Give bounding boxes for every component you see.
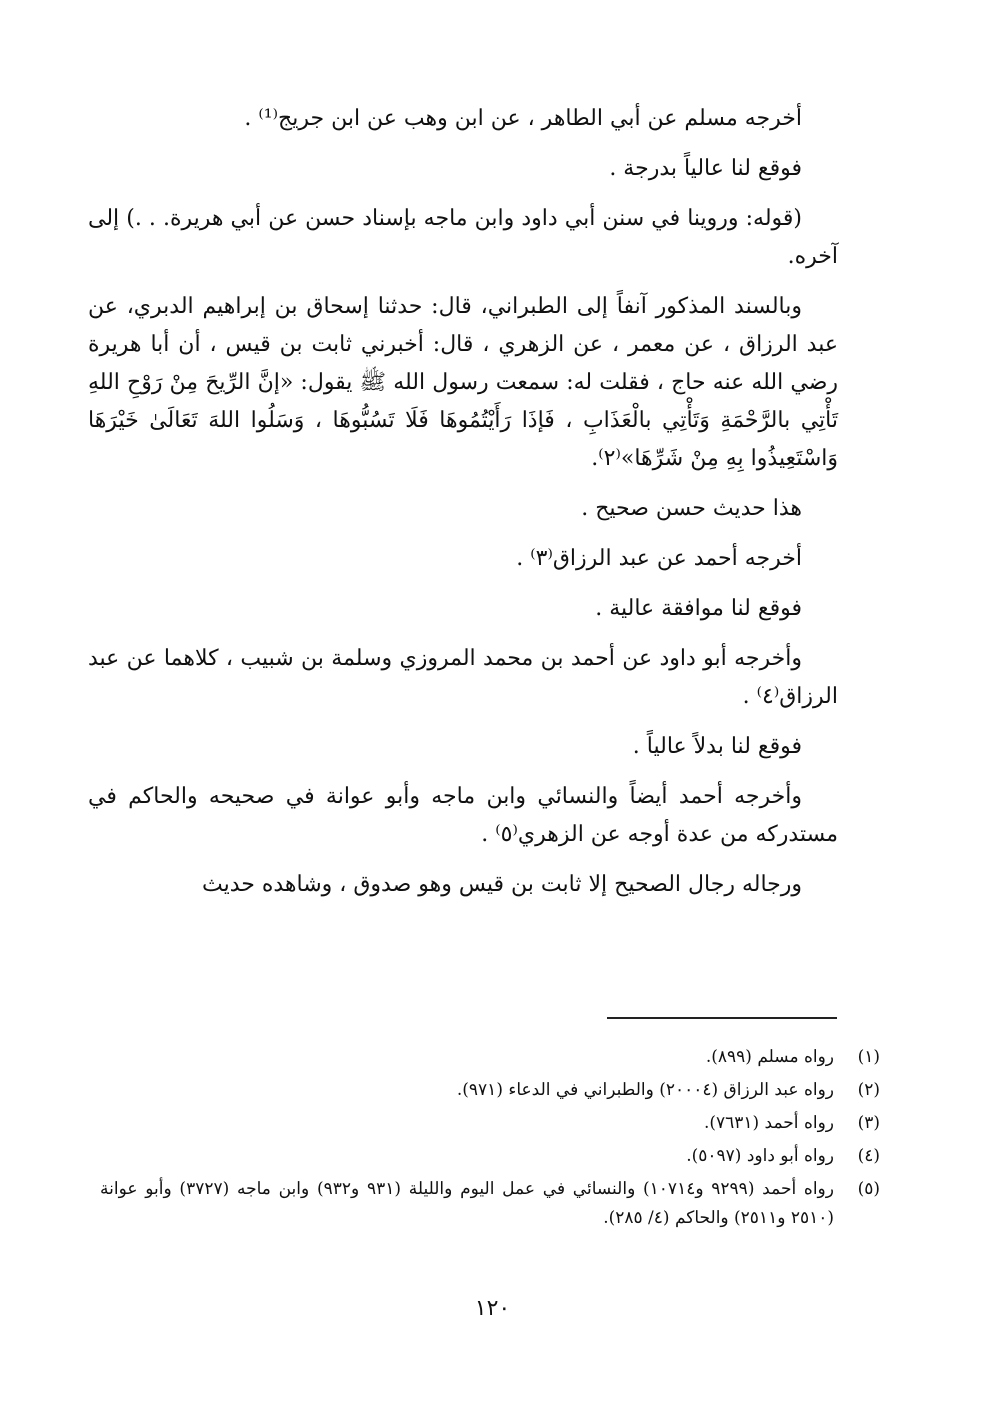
footnote-number: (٢) <box>857 1080 880 1100</box>
paragraph-takhrij-abu-dawud: وأخرجه أبو داود عن أحمد بن محمد المروزي وسلمة بن شبيب ، كلاهما عن عبد الرزاق⁽٤⁾ . <box>88 646 838 709</box>
footnote-separator <box>607 1017 837 1019</box>
paragraph-takhrij-ahmad: أخرجه أحمد عن عبد الرزاق⁽٣⁾ . <box>516 546 802 571</box>
main-text <box>88 100 838 916</box>
paragraph-hadith-isnad: وبالسند المذكور آنفاً إلى الطبراني، قال: حدثنا إسحاق بن إبراهيم الدبري، عن عبد الرزاق ، عن معمر ، عن الزهري ، قال: أخبرني ثابت بن قيس ، أن أبا هريرة رضي الله عنه حاج ، فقلت له: سمعت رسول الله ﷺ يقول: «إنَّ الرِّيحَ مِنْ رَوْحِ اللهِ تَأْتِي بالرَّحْمَةِ وَتَأْتِي بالْعَذَابِ ، فَإذَا رَأَيْتُمُوهَا فَلَا تَسُبُّوهَا ، وَسَلُوا اللهَ تَعَالَىٰ خَيْرَهَا وَاسْتَعِيذُوا بِهِ مِنْ شَرِّهَا»⁽٢⁾. <box>88 294 838 471</box>
footnote-text: رواه أحمد (٩٢٩٩ و١٠٧١٤) والنسائي في عمل اليوم والليلة (٩٣١ و٩٣٢) وابن ماجه (٣٧٢٧) وأبو عوانة (٢٥١٠ و٢٥١١) والحاكم (٤/ ٢٨٥). <box>100 1179 834 1228</box>
footnote-number: (٤) <box>857 1146 880 1166</box>
paragraph-rijal: ورجاله رجال الصحيح إلا ثابت بن قيس وهو صدوق ، وشاهده حديث <box>201 872 802 897</box>
paragraph-badal: فوقع لنا بدلاً عالياً . <box>632 734 802 759</box>
paragraph-hasan-sahih: هذا حديث حسن صحيح . <box>581 496 802 521</box>
paragraph-takhrij-muslim: أخرجه مسلم عن أبي الطاهر ، عن ابن وهب عن ابن جريج⁽¹⁾ . <box>244 106 802 131</box>
footnote-number: (١) <box>857 1047 880 1067</box>
footnote-number: (٣) <box>857 1113 880 1133</box>
footnote-text: رواه أبو داود (٥٠٩٧). <box>686 1146 834 1166</box>
footnote-text: رواه مسلم (٨٩٩). <box>705 1047 834 1067</box>
footnote <box>100 1076 880 1105</box>
paragraph-takhrij-others: وأخرجه أحمد أيضاً والنسائي وابن ماجه وأبو عوانة في صحيحه والحاكم في مستدركه من عدة أوجه عن الزهري⁽٥⁾ . <box>88 784 838 847</box>
footnote <box>100 1142 880 1171</box>
footnotes <box>100 1043 880 1237</box>
footnote-text: رواه أحمد (٧٦٣١). <box>703 1113 834 1133</box>
footnote <box>100 1043 880 1072</box>
footnote-text: رواه عبد الرزاق (٢٠٠٠٤) والطبراني في الدعاء (٩٧١). <box>456 1080 834 1100</box>
footnote <box>100 1175 880 1233</box>
paragraph-muwafaqa: فوقع لنا موافقة عالية . <box>595 596 802 621</box>
paragraph-waqa-bidaraja: فوقع لنا عالياً بدرجة . <box>609 156 802 181</box>
footnote <box>100 1109 880 1138</box>
paragraph-qawluhu: (قوله: وروينا في سنن أبي داود وابن ماجه بإسناد حسن عن أبي هريرة. . .) إلى آخره. <box>88 206 838 269</box>
page-number: ١٢٠ <box>474 1296 511 1321</box>
footnote-number: (٥) <box>857 1179 880 1199</box>
